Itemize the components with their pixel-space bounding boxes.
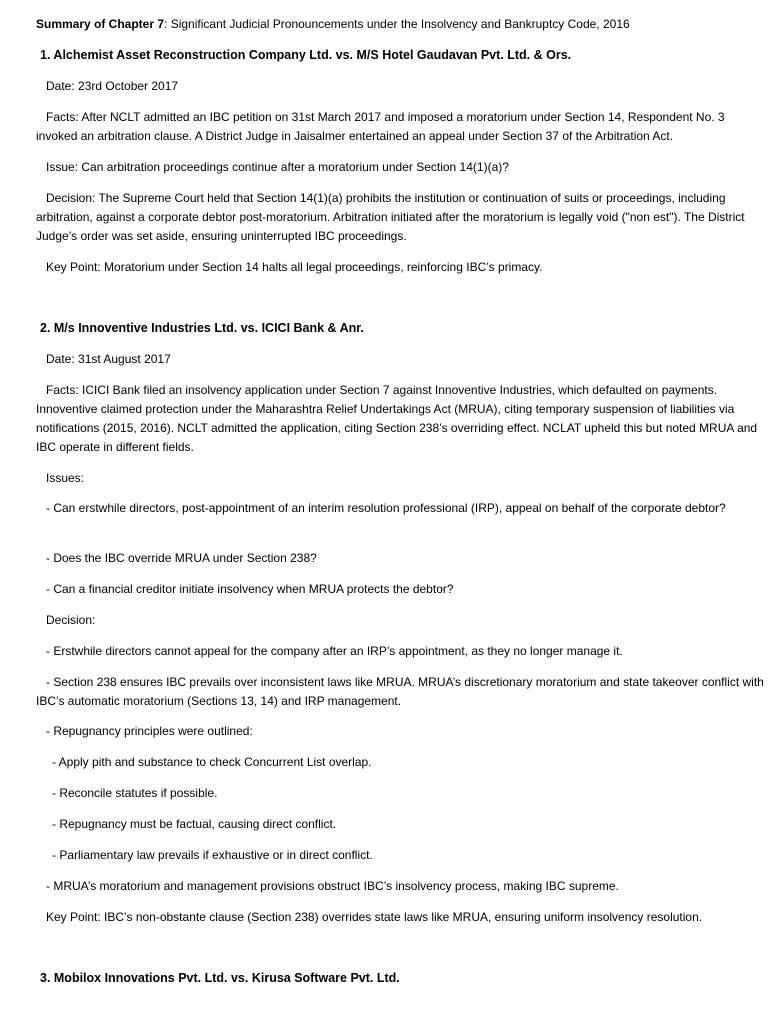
summary-heading [36, 15, 768, 34]
summary-text: : Significant Judicial Pronouncements under the Insolvency and Bankruptcy Code, 2016 [164, 17, 630, 31]
case-2-repugnancy-item: - Apply pith and substance to check Concurrent List overlap. [52, 755, 372, 769]
case-2-decision-point: - Section 238 ensures IBC prevails over inconsistent laws like MRUA. MRUA’s discretionary moratorium and state takeover conflict with IBC’s automatic moratorium (Sections 13, 14) and IRP management. [36, 675, 764, 708]
case-2-decision-point: - Repugnancy principles were outlined: [46, 724, 253, 738]
case-2-decision-label: Decision: [46, 613, 96, 627]
case-2-issue-item: - Does the IBC override MRUA under Section 238? [46, 551, 317, 565]
case-1-issue: Issue: Can arbitration proceedings continue after a moratorium under Section 14(1)(a)? [46, 160, 509, 174]
case-2-repugnancy-item: - Parliamentary law prevails if exhaustive or in direct conflict. [52, 848, 373, 862]
case-2-issue-item: - Can a financial creditor initiate insolvency when MRUA protects the debtor? [46, 582, 454, 596]
case-2-issue-item: - Can erstwhile directors, post-appointment of an interim resolution professional (IRP), appeal on behalf of the corporate debtor? [46, 501, 726, 515]
case-2-repugnancy-item: - Repugnancy must be factual, causing direct conflict. [52, 817, 337, 831]
case-2-title: 2. M/s Innoventive Industries Ltd. vs. ICICI Bank & Anr. [40, 321, 364, 335]
case-1-decision: Decision: The Supreme Court held that Section 14(1)(a) prohibits the institution or continuation of suits or proceedings, including arbitration, against a corporate debtor post-moratorium. Arbitration initiated after the moratorium is legally void ("non est"). The District Judge’s order was set aside, ensuring uninterrupted IBC proceedings. [36, 191, 745, 243]
case-2-key-point: Key Point: IBC’s non-obstante clause (Section 238) overrides state laws like MRUA, ensuring uniform insolvency resolution. [46, 910, 703, 924]
summary-label: Summary of Chapter 7 [36, 17, 165, 31]
case-1-facts: Facts: After NCLT admitted an IBC petition on 31st March 2017 and imposed a moratorium under Section 14, Respondent No. 3 invoked an arbitration clause. A District Judge in Jaisalmer entertained an appeal under Section 37 of the Arbitration Act. [36, 110, 725, 143]
case-1-key-point: Key Point: Moratorium under Section 14 halts all legal proceedings, reinforcing IBC’s primacy. [46, 260, 543, 274]
case-2-issues-label: Issues: [46, 471, 85, 485]
case-2-repugnancy-item: - Reconcile statutes if possible. [52, 786, 218, 800]
case-2-decision-point: - Erstwhile directors cannot appeal for the company after an IRP’s appointment, as they no longer manage it. [46, 644, 623, 658]
case-3-title: 3. Mobilox Innovations Pvt. Ltd. vs. Kirusa Software Pvt. Ltd. [40, 971, 400, 985]
case-2-final-point: - MRUA’s moratorium and management provisions obstruct IBC’s insolvency process, making IBC supreme. [46, 879, 619, 893]
case-2-date: Date: 31st August 2017 [46, 352, 171, 366]
case-1-date: Date: 23rd October 2017 [46, 79, 179, 93]
case-1-title: 1. Alchemist Asset Reconstruction Company Ltd. vs. M/S Hotel Gaudavan Pvt. Ltd. & Ors. [40, 48, 572, 62]
case-2-facts: Facts: ICICI Bank filed an insolvency application under Section 7 against Innoventive Industries, which defaulted on payments. Innoventive claimed protection under the Maharashtra Relief Undertakings Act (MRUA), citing temporary suspension of liabilities via notifications (2015, 2016). NCLT admitted the application, citing Section 238’s overriding effect. NCLAT upheld this but noted MRUA and IBC operate in different fields. [36, 383, 758, 454]
